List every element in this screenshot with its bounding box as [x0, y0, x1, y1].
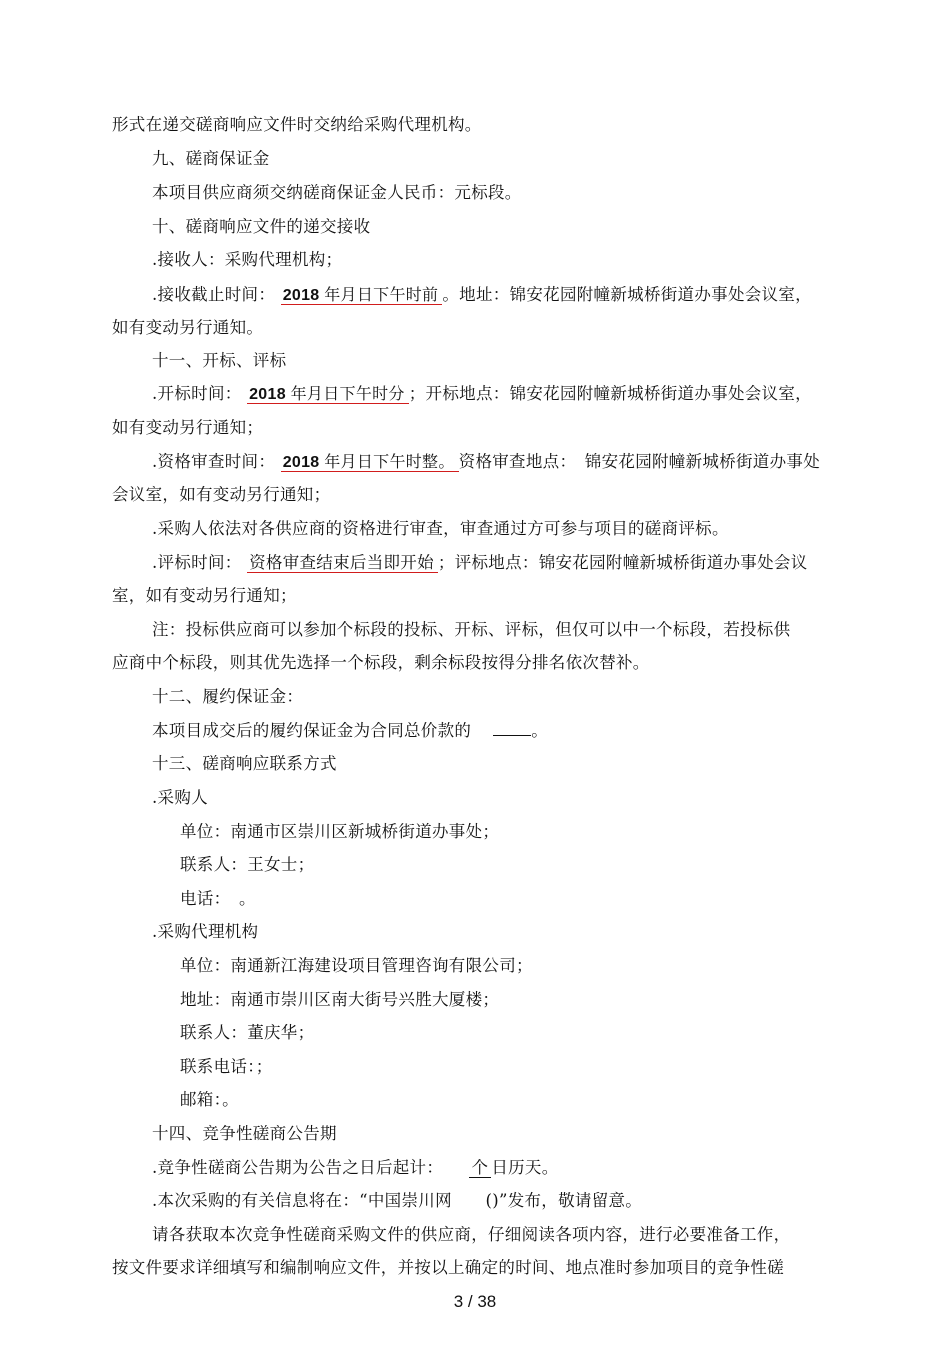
page-number: 3 / 38 [453, 1292, 497, 1311]
section-heading-submission: 十、磋商响应文件的递交接收 [152, 217, 371, 236]
text-line: 请各获取本次竞争性磋商采购文件的供应商，仔细阅读各项内容，进行必要准备工作， [152, 1225, 791, 1244]
text-line: .本次采购的有关信息将在：“中国崇川网 ()”发布，敬请留意。 [152, 1191, 643, 1210]
text-line: 联系电话：； [180, 1057, 273, 1076]
text-line: 地址：南通市崇川区南大街号兴胜大厦楼； [180, 990, 500, 1009]
note-line: 注：投标供应商可以参加个标段的投标、开标、评标，但仅可以中一个标段，若投标供 [152, 620, 791, 639]
text-line: 电话： 。 [180, 889, 256, 908]
date-text: 年月日下午时前 [319, 287, 439, 304]
text: ；开标地点：锦安花园附幢新城桥街道办事处会议室， [408, 384, 812, 403]
text: 。地址：锦安花园附幢新城桥街道办事处会议室， [442, 285, 812, 304]
section-heading-performance: 十二、履约保证金： [152, 687, 304, 706]
date-text: 年月日下午时分 [285, 386, 405, 403]
year: 2018 [282, 287, 320, 304]
subheading-purchaser: .采购人 [152, 788, 208, 807]
submission-deadline-line [152, 284, 812, 307]
text: 日历天。 [491, 1158, 559, 1177]
text-line: 本项目供应商须交纳磋商保证金人民币：元标段。 [152, 183, 522, 202]
text-line: 会议室，如有变动另行通知； [112, 485, 331, 504]
label: .评标时间： [152, 553, 242, 572]
blank-field [493, 719, 531, 736]
highlighted-text: 资格审查结束后当即开始 [247, 553, 438, 573]
section-heading-opening: 十一、开标、评标 [152, 351, 287, 370]
text-line: 联系人：董庆华； [180, 1023, 315, 1042]
text: 本项目成交后的履约保证金为合同总价款的 [152, 721, 472, 740]
qualification-time-line [152, 451, 820, 474]
section-heading-contact: 十三、磋商响应联系方式 [152, 754, 337, 773]
performance-deposit-line [152, 719, 548, 742]
highlighted-date [281, 287, 443, 305]
text-line: 单位：南通新江海建设项目管理咨询有限公司； [180, 956, 533, 975]
text: 。 [531, 721, 549, 740]
underlined-value: 个 [469, 1158, 492, 1178]
text-line: 邮箱：。 [180, 1090, 239, 1109]
text: .竞争性磋商公告期为公告之日后起计： [152, 1158, 469, 1177]
opening-time-line [152, 383, 812, 406]
date-text: 年月日下午时整。 [319, 454, 455, 471]
text-line: 联系人：王女士； [180, 855, 315, 874]
text-line: 应商中个标段，则其优先选择一个标段，剩余标段按得分排名依次替补。 [112, 653, 650, 672]
section-heading-notice-period: 十四、竞争性磋商公告期 [152, 1124, 337, 1143]
text-line: .接收人：采购代理机构； [152, 250, 343, 269]
text-line: 单位：南通市区崇川区新城桥街道办事处； [180, 822, 500, 841]
label: .开标时间： [152, 384, 242, 403]
highlighted-date [281, 454, 459, 472]
subheading-agency: .采购代理机构 [152, 922, 259, 941]
evaluation-time-line [152, 552, 808, 574]
text: 资格审查地点： 锦安花园附幢新城桥街道办事处 [458, 452, 821, 471]
label: .资格审查时间： [152, 452, 276, 471]
text-line: 形式在递交磋商响应文件时交纳给采购代理机构。 [112, 115, 482, 134]
text: ；评标地点：锦安花园附幢新城桥街道办事处会议 [437, 553, 808, 572]
text-line: .采购人依法对各供应商的资格进行审查，审查通过方可参与项目的磋商评标。 [152, 519, 729, 538]
text-line: 如有变动另行通知。 [112, 318, 264, 337]
text-line: 室，如有变动另行通知； [112, 586, 297, 605]
text-line: 如有变动另行通知； [112, 418, 264, 437]
text-line: 按文件要求详细填写和编制响应文件，并按以上确定的时间、地点准时参加项目的竞争性磋 [112, 1258, 784, 1277]
year: 2018 [249, 386, 286, 403]
notice-period-line [152, 1157, 559, 1179]
year: 2018 [282, 454, 320, 471]
highlighted-date [247, 386, 409, 404]
label: .接收截止时间： [152, 285, 276, 304]
section-heading-deposit: 九、磋商保证金 [152, 149, 270, 168]
